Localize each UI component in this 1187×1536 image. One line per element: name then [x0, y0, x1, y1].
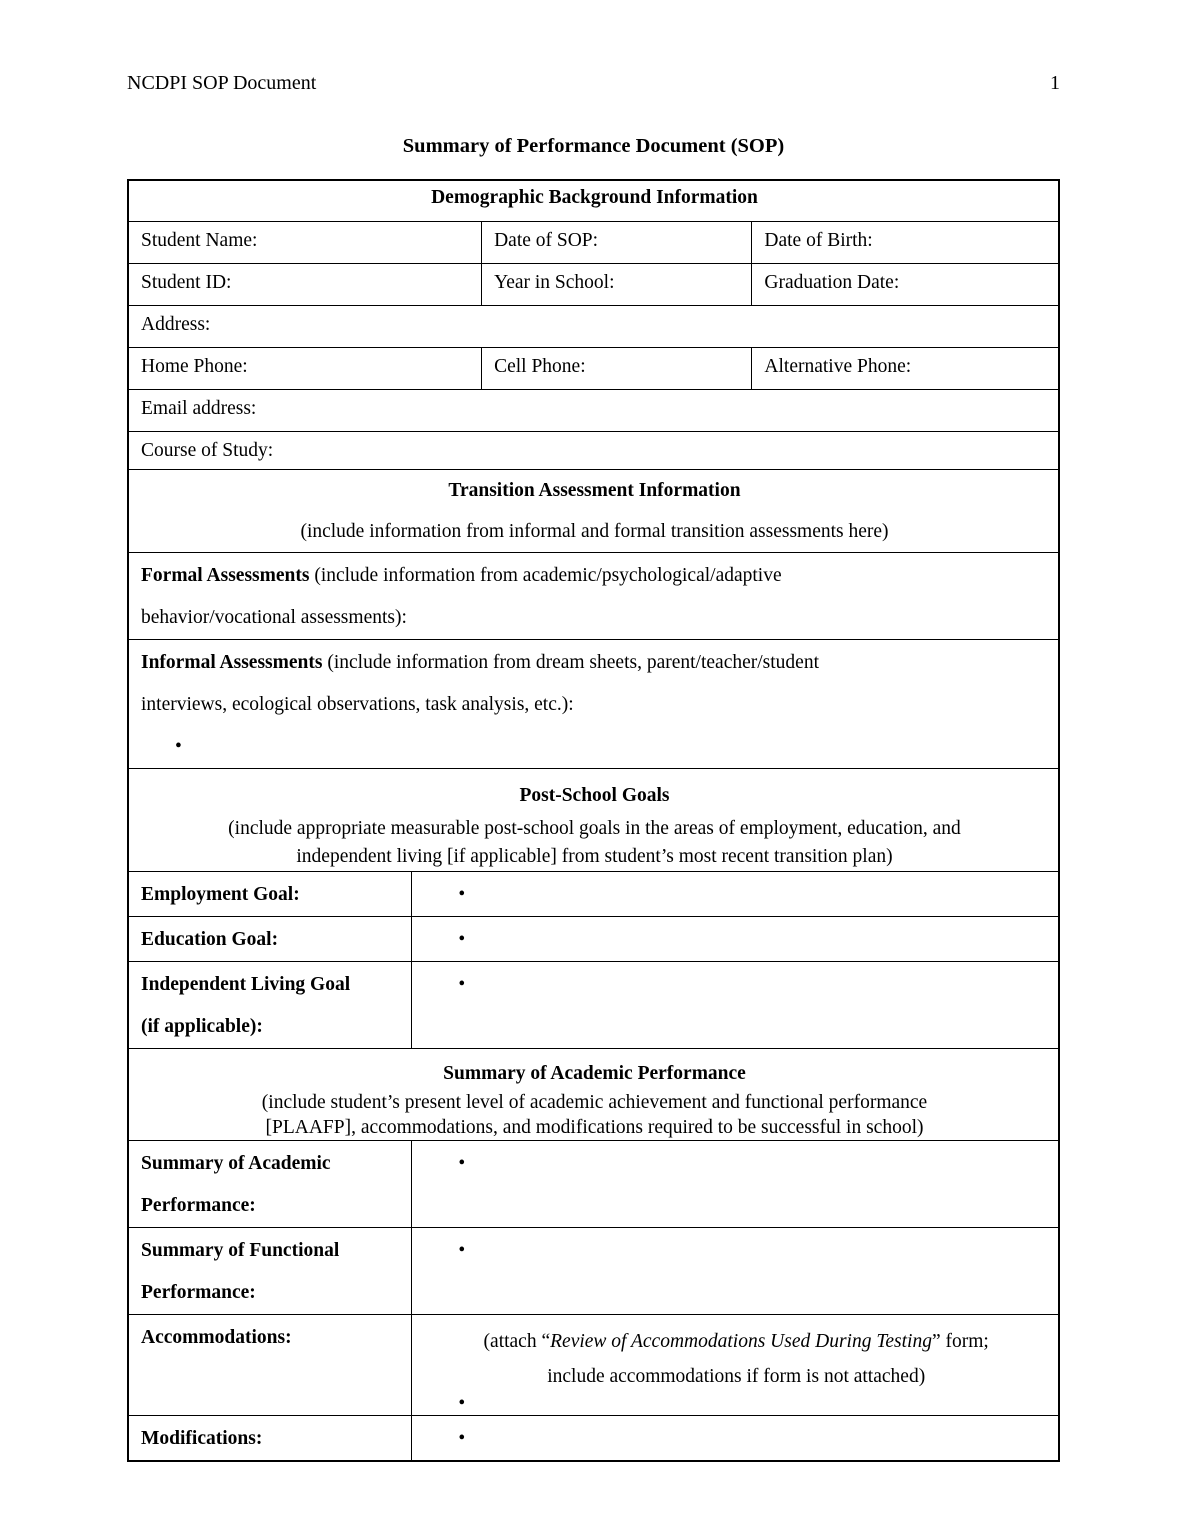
independent-living-goal-bullet: •	[458, 974, 466, 995]
field-home-phone: Home Phone:	[141, 356, 248, 377]
section-subtitle-transition: (include information from informal and formal transition assessments here)	[300, 521, 889, 542]
field-year-in-school: Year in School:	[481, 264, 751, 305]
field-date-of-sop: Date of SOP:	[481, 222, 751, 263]
section-title-goals: Post-School Goals	[519, 785, 670, 806]
value-employment-goal	[411, 872, 1058, 916]
page-number: 1	[1050, 72, 1060, 94]
field-student-name: Student Name:	[141, 230, 258, 251]
table-row-modifications	[129, 1415, 1058, 1460]
field-cell-phone: Cell Phone:	[481, 348, 751, 389]
header-title: NCDPI SOP Document	[127, 72, 317, 94]
value-independent-living-goal	[411, 962, 1058, 1048]
independent-living-label-line1: Independent Living Goal	[141, 974, 351, 995]
accommodations-note-suffix: ” form;	[931, 1331, 989, 1352]
field-graduation-date: Graduation Date:	[751, 264, 1058, 305]
table-row-functional-performance	[129, 1227, 1058, 1314]
field-email: Email address:	[141, 398, 257, 419]
section-row-goals-header	[129, 768, 1058, 871]
section-subtitle-academic-line1: (include student’s present level of academic achievement and functional performance	[261, 1092, 928, 1113]
value-accommodations	[411, 1315, 1058, 1415]
table-row-independent-living-goal	[129, 961, 1058, 1048]
document-title: Summary of Performance Document (SOP)	[402, 135, 785, 157]
document-header	[127, 72, 1060, 95]
value-modifications	[411, 1416, 1058, 1460]
sop-form-table	[127, 179, 1060, 1462]
field-course-of-study: Course of Study:	[141, 440, 274, 461]
table-row	[129, 431, 1058, 469]
label-employment-goal: Employment Goal:	[141, 884, 300, 905]
label-accommodations: Accommodations:	[141, 1327, 292, 1348]
academic-performance-label-line2: Performance:	[141, 1195, 256, 1216]
field-alternative-phone: Alternative Phone:	[751, 348, 1058, 389]
value-education-goal	[411, 917, 1058, 961]
value-functional-performance	[411, 1228, 1058, 1314]
field-address: Address:	[141, 314, 211, 335]
section-subtitle-goals-line2: independent living [if applicable] from student’s most recent transition plan)	[296, 846, 893, 867]
table-row	[129, 263, 1058, 305]
section-row-academic-header	[129, 1048, 1058, 1140]
label-modifications: Modifications:	[141, 1428, 263, 1449]
functional-performance-bullet: •	[458, 1240, 466, 1261]
label-functional-performance	[129, 1228, 411, 1314]
informal-assessments-line2: interviews, ecological observations, task analysis, etc.):	[141, 694, 574, 715]
field-formal-assessments	[129, 553, 1058, 639]
label-academic-performance	[129, 1141, 411, 1227]
accommodations-note-line1	[424, 1323, 1048, 1358]
functional-performance-label-line1: Summary of Functional	[141, 1240, 340, 1261]
informal-assessments-label: Informal Assessments	[141, 652, 323, 673]
education-goal-bullet: •	[458, 929, 466, 950]
table-row-informal-assessments	[129, 639, 1058, 768]
table-row-education-goal	[129, 916, 1058, 961]
section-title-academic: Summary of Academic Performance	[443, 1063, 746, 1084]
label-independent-living-goal	[129, 962, 411, 1048]
informal-assessments-desc: (include information from dream sheets, parent/teacher/student	[322, 652, 819, 673]
informal-assessments-line1	[141, 642, 1048, 684]
academic-performance-bullet: •	[458, 1153, 466, 1174]
formal-assessments-line1	[141, 555, 1048, 597]
table-row	[129, 389, 1058, 431]
independent-living-label-line2: (if applicable):	[141, 1016, 263, 1037]
section-subtitle-academic-line2: [PLAAFP], accommodations, and modifications required to be successful in school)	[265, 1117, 924, 1138]
table-row	[129, 347, 1058, 389]
table-row	[129, 221, 1058, 263]
section-subtitle-goals-line1: (include appropriate measurable post-school goals in the areas of employment, education, and	[228, 818, 961, 839]
field-date-of-birth: Date of Birth:	[751, 222, 1058, 263]
table-row	[129, 305, 1058, 347]
functional-performance-label-line2: Performance:	[141, 1282, 256, 1303]
table-row-accommodations	[129, 1314, 1058, 1415]
value-academic-performance	[411, 1141, 1058, 1227]
table-row-academic-performance	[129, 1140, 1058, 1227]
section-header-academic	[129, 1049, 1058, 1140]
accommodations-note-form-title: Review of Accommodations Used During Testing	[550, 1331, 932, 1352]
accommodations-note-line2: include accommodations if form is not attached)	[547, 1366, 926, 1387]
label-education-goal: Education Goal:	[141, 929, 279, 950]
section-header-goals	[129, 769, 1058, 871]
modifications-bullet: •	[458, 1428, 466, 1449]
section-title-demographic: Demographic Background Information	[431, 187, 758, 208]
formal-assessments-line2: behavior/vocational assessments):	[141, 607, 407, 628]
formal-assessments-label: Formal Assessments	[141, 565, 310, 586]
formal-assessments-desc: (include information from academic/psychological/adaptive	[309, 565, 782, 586]
employment-goal-bullet: •	[458, 884, 466, 905]
field-student-id: Student ID:	[141, 272, 232, 293]
section-header-transition	[129, 470, 1058, 552]
table-row-formal-assessments	[129, 552, 1058, 639]
section-row-demographic-header	[129, 181, 1058, 221]
section-title-transition: Transition Assessment Information	[448, 480, 741, 501]
field-informal-assessments	[129, 640, 1058, 768]
table-row-employment-goal	[129, 871, 1058, 916]
academic-performance-label-line1: Summary of Academic	[141, 1153, 331, 1174]
accommodations-note-prefix: (attach “	[483, 1331, 551, 1352]
section-row-transition-header	[129, 469, 1058, 552]
accommodations-bullet: •	[458, 1393, 466, 1414]
informal-assessments-bullet: •	[175, 736, 182, 757]
